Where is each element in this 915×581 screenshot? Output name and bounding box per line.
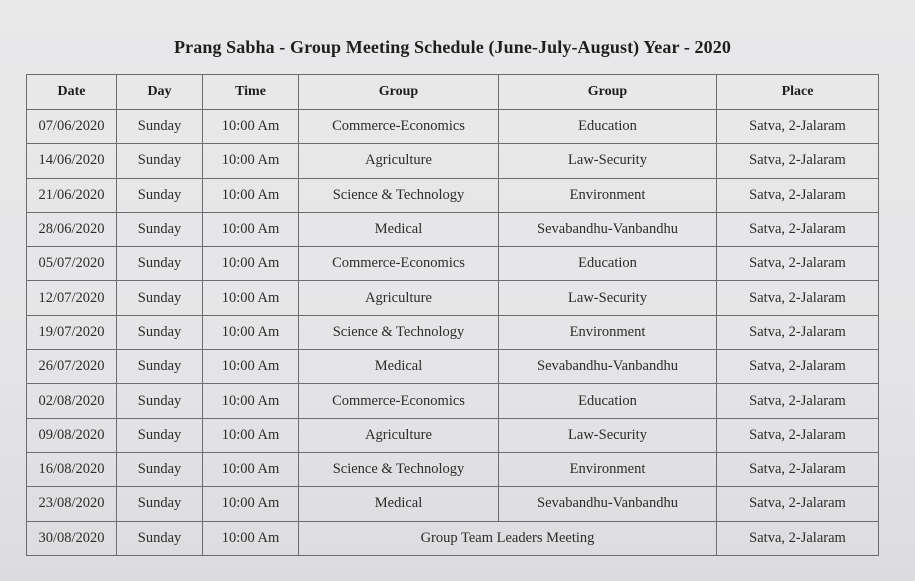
cell-place: Satva, 2-Jalaram bbox=[717, 350, 879, 384]
cell-group-2: Environment bbox=[499, 178, 717, 212]
cell-place: Satva, 2-Jalaram bbox=[717, 384, 879, 418]
table-row bbox=[27, 315, 879, 349]
cell-group-2: Sevabandhu-Vanbandhu bbox=[499, 487, 717, 521]
cell-date: 19/07/2020 bbox=[27, 315, 117, 349]
cell-day: Sunday bbox=[117, 144, 203, 178]
cell-group-1: Agriculture bbox=[299, 281, 499, 315]
cell-time: 10:00 Am bbox=[203, 452, 299, 486]
header-group-1: Group bbox=[299, 75, 499, 110]
cell-place: Satva, 2-Jalaram bbox=[717, 144, 879, 178]
cell-place: Satva, 2-Jalaram bbox=[717, 281, 879, 315]
cell-place: Satva, 2-Jalaram bbox=[717, 247, 879, 281]
cell-date: 16/08/2020 bbox=[27, 452, 117, 486]
table-row bbox=[27, 384, 879, 418]
cell-group-2: Sevabandhu-Vanbandhu bbox=[499, 350, 717, 384]
cell-group-1: Medical bbox=[299, 350, 499, 384]
cell-day: Sunday bbox=[117, 418, 203, 452]
cell-day: Sunday bbox=[117, 281, 203, 315]
cell-group-1: Agriculture bbox=[299, 144, 499, 178]
table-row bbox=[27, 144, 879, 178]
cell-group-1: Science & Technology bbox=[299, 315, 499, 349]
cell-group-2: Law-Security bbox=[499, 418, 717, 452]
cell-place: Satva, 2-Jalaram bbox=[717, 521, 879, 555]
cell-date: 12/07/2020 bbox=[27, 281, 117, 315]
cell-date: 07/06/2020 bbox=[27, 110, 117, 144]
cell-time: 10:00 Am bbox=[203, 418, 299, 452]
cell-date: 23/08/2020 bbox=[27, 487, 117, 521]
table-body bbox=[27, 110, 879, 556]
cell-time: 10:00 Am bbox=[203, 144, 299, 178]
header-group-2: Group bbox=[499, 75, 717, 110]
cell-group-2: Education bbox=[499, 247, 717, 281]
cell-group-1: Medical bbox=[299, 212, 499, 246]
cell-time: 10:00 Am bbox=[203, 281, 299, 315]
cell-date: 02/08/2020 bbox=[27, 384, 117, 418]
cell-group-1: Commerce-Economics bbox=[299, 247, 499, 281]
cell-day: Sunday bbox=[117, 452, 203, 486]
cell-date: 05/07/2020 bbox=[27, 247, 117, 281]
cell-day: Sunday bbox=[117, 521, 203, 555]
cell-place: Satva, 2-Jalaram bbox=[717, 178, 879, 212]
table-row bbox=[27, 212, 879, 246]
cell-group-1: Medical bbox=[299, 487, 499, 521]
table-row bbox=[27, 178, 879, 212]
cell-group-1: Science & Technology bbox=[299, 178, 499, 212]
cell-group-2: Environment bbox=[499, 315, 717, 349]
cell-place: Satva, 2-Jalaram bbox=[717, 315, 879, 349]
cell-group-1: Science & Technology bbox=[299, 452, 499, 486]
cell-group-1: Commerce-Economics bbox=[299, 110, 499, 144]
cell-day: Sunday bbox=[117, 315, 203, 349]
table-row bbox=[27, 110, 879, 144]
table-row bbox=[27, 350, 879, 384]
cell-time: 10:00 Am bbox=[203, 350, 299, 384]
cell-group-2: Law-Security bbox=[499, 281, 717, 315]
table-row bbox=[27, 281, 879, 315]
cell-date: 26/07/2020 bbox=[27, 350, 117, 384]
schedule-table bbox=[26, 74, 879, 556]
cell-time: 10:00 Am bbox=[203, 521, 299, 555]
cell-group-1: Commerce-Economics bbox=[299, 384, 499, 418]
header-day: Day bbox=[117, 75, 203, 110]
cell-day: Sunday bbox=[117, 384, 203, 418]
cell-place: Satva, 2-Jalaram bbox=[717, 487, 879, 521]
cell-group-2: Education bbox=[499, 384, 717, 418]
cell-day: Sunday bbox=[117, 487, 203, 521]
table-header bbox=[27, 75, 879, 110]
page-title: Prang Sabha - Group Meeting Schedule (June-July-August) Year - 2020 bbox=[174, 37, 731, 57]
cell-time: 10:00 Am bbox=[203, 178, 299, 212]
cell-day: Sunday bbox=[117, 350, 203, 384]
header-date: Date bbox=[27, 75, 117, 110]
cell-group-2: Sevabandhu-Vanbandhu bbox=[499, 212, 717, 246]
table-row bbox=[27, 418, 879, 452]
cell-date: 14/06/2020 bbox=[27, 144, 117, 178]
cell-time: 10:00 Am bbox=[203, 247, 299, 281]
table-row bbox=[27, 452, 879, 486]
cell-day: Sunday bbox=[117, 178, 203, 212]
cell-merged-group: Group Team Leaders Meeting bbox=[299, 521, 717, 555]
table-row bbox=[27, 247, 879, 281]
cell-group-2: Law-Security bbox=[499, 144, 717, 178]
header-place: Place bbox=[717, 75, 879, 110]
cell-group-2: Environment bbox=[499, 452, 717, 486]
header-time: Time bbox=[203, 75, 299, 110]
cell-day: Sunday bbox=[117, 110, 203, 144]
header-row bbox=[27, 75, 879, 110]
table-row-final bbox=[27, 521, 879, 555]
cell-day: Sunday bbox=[117, 212, 203, 246]
cell-date: 21/06/2020 bbox=[27, 178, 117, 212]
cell-group-2: Education bbox=[499, 110, 717, 144]
cell-date: 28/06/2020 bbox=[27, 212, 117, 246]
cell-date: 30/08/2020 bbox=[27, 521, 117, 555]
cell-time: 10:00 Am bbox=[203, 212, 299, 246]
cell-day: Sunday bbox=[117, 247, 203, 281]
cell-place: Satva, 2-Jalaram bbox=[717, 418, 879, 452]
cell-place: Satva, 2-Jalaram bbox=[717, 212, 879, 246]
cell-time: 10:00 Am bbox=[203, 110, 299, 144]
cell-group-1: Agriculture bbox=[299, 418, 499, 452]
cell-place: Satva, 2-Jalaram bbox=[717, 110, 879, 144]
table-row bbox=[27, 487, 879, 521]
cell-time: 10:00 Am bbox=[203, 384, 299, 418]
cell-date: 09/08/2020 bbox=[27, 418, 117, 452]
cell-time: 10:00 Am bbox=[203, 487, 299, 521]
cell-time: 10:00 Am bbox=[203, 315, 299, 349]
cell-place: Satva, 2-Jalaram bbox=[717, 452, 879, 486]
